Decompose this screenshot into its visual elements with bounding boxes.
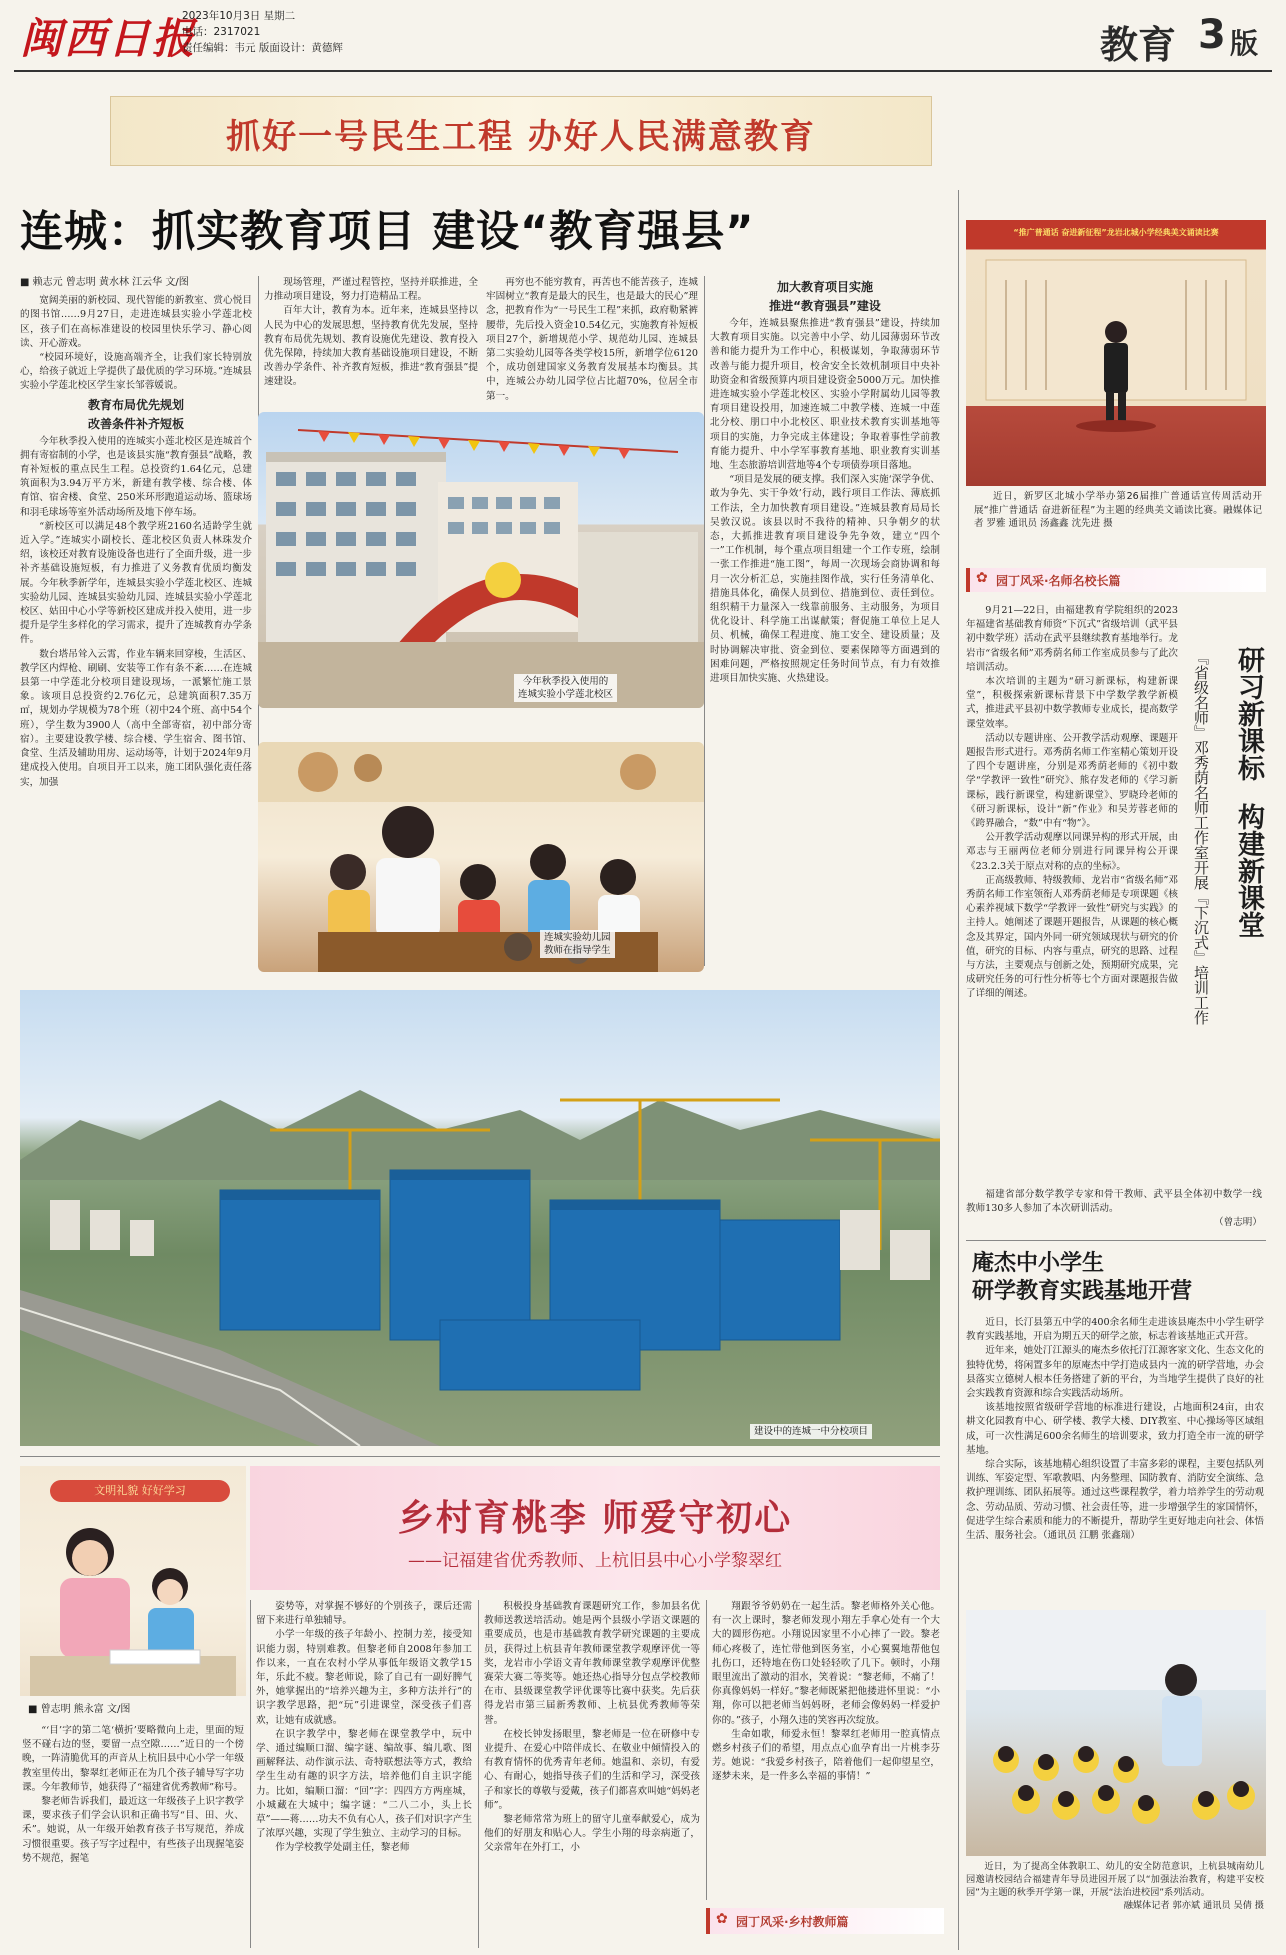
lead-article-title: 连城：抓实教育项目 建设“教育强县” — [20, 207, 755, 257]
editor-line: 责任编辑：韦元 版面设计：黄德辉 — [182, 42, 343, 54]
paragraph: 积极投身基础教育课题研究工作，参加县名优教师送教送培活动。她是两个县级小学语文课题的重要成员，也是市基础教育教学研究课题的主要成员，获得过上杭县青年教师课堂教学观摩评优一等奖，龙岩市小学语文青年教师课堂教学观摩评优整赛荣大赛二等奖等。她还热心指导分包点学校教师在市、县级课堂教学评优课等比赛中获奖。先后获得龙岩市第三届新秀教师、上杭县优秀教师等荣誉。 — [484, 1601, 700, 1726]
school-building-photo — [258, 412, 704, 708]
lead-byline: ■ 赖志元 曾志明 黄水林 江云华 文/图 — [20, 277, 189, 288]
classroom-slogan: 文明礼貌 好好学习 — [50, 1480, 230, 1502]
paragraph: 近日，长汀县第五中学的400余名师生走进该县庵杰中小学生研学教育实践基地，开启为期五天的研学之旅，标志着该基地正式开营。 — [966, 1317, 1264, 1343]
paragraph: 作为学校教学处副主任，黎老师 — [275, 1842, 410, 1854]
paragraph: 9月21—22日，由福建教育学院组织的2023年福建省基础教育师资“下沉式”省级培训（武平县初中数学班）活动在武平县继续教育基地举行。龙岩市“省级名师”邓秀荫名师工作室成员参与了此次培训活动。 — [966, 605, 1178, 673]
lead-col-3 — [486, 276, 698, 414]
lead-subhead-1a: 教育布局优先规划 — [87, 397, 184, 412]
teacher-article-body — [966, 604, 1178, 1186]
lead-subhead-1b: 改善条件补齐短板 — [87, 416, 184, 431]
teacher-article-subtitle: 『省级名师』邓秀荫名师工作室开展『下沉式』培训工作 — [1192, 650, 1210, 1025]
page-number: 3 — [1198, 12, 1226, 58]
paragraph: “校园环境好，设施高端齐全，让我们家长特别放心，给孩子就近上学提供了最优质的学习环境。”连城县实验小学莲北校区学生家长邹蓉媛说。 — [20, 352, 252, 392]
kindergarten-class-caption: 连城实验幼儿园 教师在指导学生 — [540, 930, 615, 958]
paragraph: 本次培训的主题为“研习新课标，构建新课堂”，积极探索新课标背景下中学数学教学新模式，推进武平县初中数学教师专业成长，提高数学课堂效率。 — [966, 676, 1178, 730]
column-rule — [958, 190, 959, 1950]
base-article-title: 庵杰中小学生 研学教育实践基地开营 — [972, 1251, 1193, 1304]
masthead — [0, 0, 1286, 78]
kindergarten-class-illustration — [258, 742, 704, 972]
paragraph: “新校区可以满足48个教学班2160名适龄学生就近入学。”连城实小副校长、莲北校区负责人林珠发介绍，该校还对教育设施设备也进行了全面升级，进一步补齐基础设施短板，有力推进了义务教育优质均衡发展。今年秋季新学年，连城县实验小学莲北校区、连城实验幼儿园、连城县实验幼儿园、连城县实验小学莲北校区、姑田中心小学等新校区建成并投入使用，进一步提升是学生多样化的学习需求，提升了连城教育办学条件。 — [20, 520, 252, 646]
paragraph: 宽阔美丽的新校园、现代智能的新教室、赏心悦目的图书馆……9月27日，走进连城县实验小学莲北校区，孩子们在高标准建设的校园里快乐学习、静心阅读、开心游戏。 — [20, 295, 252, 349]
paragraph: 黎老师告诉我们，最近这一年级孩子上识字教学课，要求孩子们学会认识和正确书写“目、田、火、禾”。她说，从一年级开始教育孩子书写规范，养成习惯很重要。孩子写字过程中，有些孩子出现握笔姿势不规范，握笔 — [22, 1796, 244, 1864]
paragraph: 活动以专题讲座、公开教学活动观摩、课题开题报告形式进行。邓秀荫名师工作室精心策划开设了四个专题讲座，分别是邓秀荫老师的《初中数学“学教评一致性”研究》、熊存发老师的《学习新课标，践行新课堂，构建新课堂》、罗晓玲老师的《研习新课标，设计“新”作业》和吴芳蓉老师的《跨界融合，“数”中有“物”》。 — [966, 732, 1178, 830]
column-rule — [706, 1600, 707, 1900]
column-rule — [250, 1600, 251, 1948]
construction-aerial-illustration — [20, 990, 940, 1446]
rural-col-1 — [22, 1724, 244, 1950]
flower-icon: ✿ — [976, 570, 988, 586]
rural-byline: ■ 曾志明 熊永富 文/图 — [28, 1704, 131, 1715]
page-suffix: 版 — [1230, 27, 1259, 60]
kindergarten-class-photo — [258, 742, 704, 972]
paragraph: 百年大计，教育为本。近年来，连城县坚持以人民为中心的发展思想，坚持教育优先发展，坚持教育布局优先规划、教育设施优先建设、教育投入优先保障，持续加大教育基础设施项目建设，不断改善办学条件、补齐教育短板，推进“教育强县”提速建设。 — [264, 305, 478, 388]
column-tag-rural-teacher — [706, 1908, 944, 1934]
construction-aerial-photo — [20, 990, 940, 1446]
rural-article-banner — [250, 1466, 940, 1590]
safety-class-caption: 近日，为了提高全体教职工、幼儿的安全防范意识，上杭县城南幼儿园邀请校园结合福建青年导员进园开展了以“加强法治教育，构建平安校园”为主题的秋季开学第一课，开展“法治进校园”系列活动。 融媒体记者 郭亦斌 通讯员 吴倩 摄 — [966, 1861, 1264, 1911]
paragraph: “项目是发展的硬支撑。我们深入实施‘深学争优、敢为争先、实干争效’行动，践行项目工作法、薄底抓工作法，全力加快教育项目建设。”连城县教育局局长吴敦汉说。该县以时不我待的精神、只争朝夕的状态，大抓推进教育项目建设争先争效，建立“四个一”工作机制，每个重点项目组建一个工作专班，绘制一张工作推进“施工图”，每周一次现场会商协调和每月一次分析汇总，实施挂图作战，实行任务清单化、措施具体化，确保人员到位、措施到位、责任到位。组织精干力量深入一线靠前服务、主动服务，为项目优化设计、科学施工出谋献策；督促施工单位上足人员、机械，确保工程进度、施工安全、建设质量；及时协调解决审批、资金到位、要素保障等方面遇到的困难问题，严格按照规定任务时间节点，有力有效推进项目加快实施、火热建设。 — [710, 474, 940, 685]
lead-col-1 — [20, 276, 252, 790]
recitation-contest-photo — [966, 220, 1266, 486]
school-building-illustration — [258, 412, 704, 708]
recitation-caption: 近日，新罗区北城小学举办第26届推广普通话宣传周活动开展“推广普通话 奋进新征程”为主题的经典美文诵读比赛。融媒体记者 罗雅 通讯员 汤鑫鑫 沈先进 摄 — [974, 491, 1262, 529]
paragraph: 再穷也不能穷教育，再苦也不能苦孩子，连城牢固树立“教育是最大的民生，也是最大的民心”理念，把教育作为“一号民生工程”来抓，政府勒紧裤腰带，先后投入资金10.54亿元，实施教育补短板项目27个，新增规范小学、规范幼儿园、连城县第二实验幼儿园等各类学校15所，新增学位6120个，成功创建国家义务教育发展基本均衡县。其中，连城公办幼儿园学位占比超70%，位居全市第一。 — [486, 277, 698, 402]
column-tag-label: 园丁风采·乡村教师篇 — [736, 1915, 849, 1929]
paragraph: 今年，连城县聚焦推进“教育强县”建设，持续加大教育项目实施。以完善中小学、幼儿园薄弱环节改善和能力提升为工作中心，积极谋划，争取薄弱环节改善与能力提升项目，校舍安全长效机制项目中央补助资金和省级预算内项目建设资金5000万元。加快推进连城实验小学莲北校区、实验小学附属幼儿园等教育项目建设投用，加速连城二中教学楼、连城一中莲北分校、朋口中小北校区、职业技术教育实训基地等项目的实施，力争完成主体建设；争取着事性学前教育能力提升、中小学军事教育基地、职业教育实训基地、生态旅游培训营地等4个专项债券项目落地。 — [710, 318, 940, 472]
recitation-illustration — [966, 220, 1266, 486]
teacher-article-signoff: （曾志明） — [1214, 1217, 1262, 1229]
recitation-banner-text: “推广普通话 奋进新征程”龙岩北城小学经典美文诵读比赛 — [1013, 228, 1219, 237]
paragraph: 数台塔吊耸入云霄，作业车辆来回穿梭，生活区、教学区内焊枪、刷刷、安装等工作有条不紊……在连城县第一中学莲北分校项目建设现场，一派繁忙施工景象。该项目总投资约2.76亿元，总建筑面积7.35万㎡，规划办学规模为78个班（初中24个班、高中54个班），学生数为3900人（高中全部寄宿，初中部分寄宿）。主要建设教学楼、综合楼、学生宿舍、图书馆、食堂、生活及辅助用房、运动场等，计划于2024年9月建成投入使用。自项目开工以来，施工团队强化责任落实，加强 — [20, 648, 252, 788]
school-building-caption: 今年秋季投入使用的 连城实验小学莲北校区 — [514, 674, 617, 702]
paragraph: “‘目’字的第二笔‘横折’要略微向上走，里面的短竖不碰右边的竖，要留一点空隙……”近日的一个傍晚，一阵清脆优耳的声音从上杭旧县中心小学一年级教室里传出，黎翠红老师正在为几个孩子辅导写字功课。今年教师节，她获得了“福建省优秀教师”称号。 — [22, 1725, 244, 1793]
paragraph: 该基地按照省级研学营地的标准进行建设，占地面积24亩，由农耕文化园教育中心、研学楼、教学大楼、DIY教室、中心操场等区域组成，可一次性满足600余名师生的培训要求，致力打造全市一流的研学基地。 — [966, 1402, 1264, 1456]
rural-article-subtitle: ——记福建省优秀教师、上杭旧县中心小学黎翠红 — [408, 1551, 782, 1571]
theme-banner-text: 抓好一号民生工程 办好人民满意教育 — [226, 117, 816, 157]
paragraph: 现场管理，严谨过程管控，坚持并联推进，全力推动项目建设，努力打造精品工程。 — [264, 277, 478, 303]
paragraph: 公开教学活动观摩以同课异构的形式开展，由邓志与王丽两位老师分别进行同课异构公开课《23.2.3关于原点对称的点的坐标》。 — [966, 832, 1178, 872]
column-rule — [704, 276, 705, 966]
rural-teacher-photo — [20, 1466, 246, 1696]
column-rule — [478, 1600, 479, 1948]
lead-col-2 — [264, 276, 478, 414]
phone-line: 电话：2317021 — [182, 26, 261, 38]
flower-icon: ✿ — [716, 1911, 728, 1927]
paragraph: 生命如歌，师爱永恒！黎翠红老师用一腔真情点燃乡村孩子们的希望，用点点心血孕育出一片桃李芬芳。她说：“我爱乡村孩子，陪着他们一起仰望星空，逐梦未来，是一件多么幸福的事情！” — [712, 1728, 940, 1783]
section-rule — [20, 1456, 940, 1457]
construction-aerial-caption: 建设中的连城一中分校项目 — [750, 1424, 872, 1439]
rural-col-3 — [484, 1600, 700, 1950]
theme-banner — [110, 96, 932, 166]
safety-class-photo — [966, 1610, 1266, 1856]
paragraph: 在校长钟发扬眼里，黎老师是一位在研修中专业提升、在爱心中陪伴成长、在敬业中倾情投入的有教育情怀的优秀青年老师。她温和、亲切，有爱心、有耐心，她指导孩子们的生活和学习，深受孩子和家长的尊敬与爱戴，孩子们都喜欢叫她“妈妈老师”。 — [484, 1728, 700, 1811]
paragraph: 近年来，她处汀江源头的庵杰乡依托汀江源客家文化、生态文化的独特优势，将闲置多年的原庵杰中学打造成县内一流的研学营地，办会县落实立德树人根本任务搭建了新的平台，为当地学生提供了良好的社会实践教育资源和综合实践活动场所。 — [966, 1345, 1264, 1400]
paragraph: 福建省部分数学教学专家和骨干教师、武平县全体初中数学一线教师130多人参加了本次研训活动。 — [966, 1189, 1262, 1215]
safety-class-credit: 融媒体记者 郭亦斌 通讯员 吴倩 摄 — [1123, 1900, 1264, 1911]
masthead-rule — [14, 70, 1272, 72]
safety-class-illustration — [966, 1610, 1266, 1856]
column-tag-label: 园丁风采·名师名校长篇 — [996, 574, 1121, 588]
paragraph: 姿势等，对掌握不够好的个别孩子，课后还需留下来进行单独辅导。 — [256, 1601, 472, 1627]
teacher-article-title: 研习新课标构建新课堂 — [1233, 646, 1264, 938]
column-tag-famous-teacher — [966, 568, 1266, 592]
paragraph: 在识字教学中，黎老师在课堂教学中，玩中学、通过编顺口溜、编字谜、编故事、编儿歌、图画解释法、动作演示法、奇特联想法等方式，教给学生生动有趣的识字方法，培养他们自主识字能力。比如，编顺口溜：“回”字：四四方方两座城，小城藏在大城中；编字谜：“二八二小，头上长草”——蒋……功夫不负有心人，孩子们对识字产生了浓厚兴趣，实现了学生独立、主动学习的目标。 — [256, 1728, 472, 1840]
paragraph: 黎老师常常为班上的留守儿童奉献爱心，成为他们的好朋友和贴心人。学生小翔的母亲病逝了，父亲常年在外打工，小 — [484, 1814, 700, 1854]
section-name: 教育 — [1100, 23, 1177, 67]
paragraph: 正高级教师、特级教师、龙岩市“省级名师”邓秀荫名师工作室领衔人邓秀荫老师是专项课题《核心素养视域下数学“学教评一致性”研究与实践》的主持人。她阐述了课题开题报告，从课题的核心概念及其界定，国内外同一研究领域现状与研究的价值，研究的目标、内容与重点，研究的思路、过程与方法，主要观点与创新之处，预期研究成果，完成研究任务的可行性分析等七个方面对课题报告做了详细的阐述。 — [966, 874, 1178, 1000]
rural-col-4 — [712, 1600, 940, 1900]
rural-article-title: 乡村育桃李 师爱守初心 — [397, 1497, 793, 1539]
lead-subhead-2a: 加大教育项目实施 — [776, 280, 873, 294]
paragraph: 综合实际，该基地精心组织设置了丰富多彩的课程，主要包括队列训练、军姿定型、军歌教唱、内务整理、国防教育、消防安全演练、急救护理训练、团队拓展等。通过这些课程教学，着力培养学生的劳动观念、劳动品质、劳动习惯、社会责任等，进一步增强学生的家国情怀，促进学生综合素质和能力的不断提升，帮助学生更好地走向社会、体悟生活、服务社会。（通讯员 江鹏 张鑫瑞） — [966, 1459, 1264, 1542]
lead-col-4 — [710, 276, 940, 966]
paragraph: 今年秋季投入使用的连城实小莲北校区是连城首个拥有寄宿制的小学，也是该县实施“教育强县”战略，教育补短板的重点民生工程。总投资约1.64亿元，总建筑面积为3.94万平方米，新建有教学楼、综合楼、体育馆、宿舍楼、食堂、250米环形跑道运动场、篮球场和羽毛球场等室外活动场所及地下停车场。 — [20, 435, 252, 518]
paragraph: 小学一年级的孩子年龄小、控制力差，接受知识能力弱，特别难教。但黎老师自2008年参加工作以来，一直在农村小学从事低年级语文教学15年，乐此不疲。黎老师说，除了自己有一副好脾气外，她掌握出的“培养兴趣为主，多种方法并行”的识字教学思路，把“玩”引进课堂，深受孩子们喜欢，让她有成就感。 — [256, 1629, 472, 1726]
section-rule — [966, 1240, 1266, 1241]
lead-subhead-2b: 推进“教育强县”建设 — [769, 299, 881, 313]
masthead-logo: 闽西日报 — [20, 14, 197, 63]
teacher-article-ending — [966, 1188, 1262, 1231]
paragraph: 翔跟爷爷奶奶在一起生活。黎老师格外关心他。有一次上课时，黎老师发现小翔左手拿心处有一个大大的圆形伤疤。小翔说因家里不小心摔了一跤。黎老师心疼极了，连忙带他到医务室，小心翼翼地帮他包扎伤口，还特地在伤口处轻轻吹了几下。顿时，小翔眼里流出了激动的泪水，笑着说：“黎老师，不痛了！你真像妈妈一样好。”黎老师既紧把他搂进怀里说：“小翔，你可以把老师当妈妈呀，老师会像妈妈一样爱护你的。”孩子，小翔久违的笑容再次绽放。 — [712, 1601, 940, 1726]
rural-col-2 — [256, 1600, 472, 1950]
date-line: 2023年10月3日 星期二 — [182, 10, 296, 22]
